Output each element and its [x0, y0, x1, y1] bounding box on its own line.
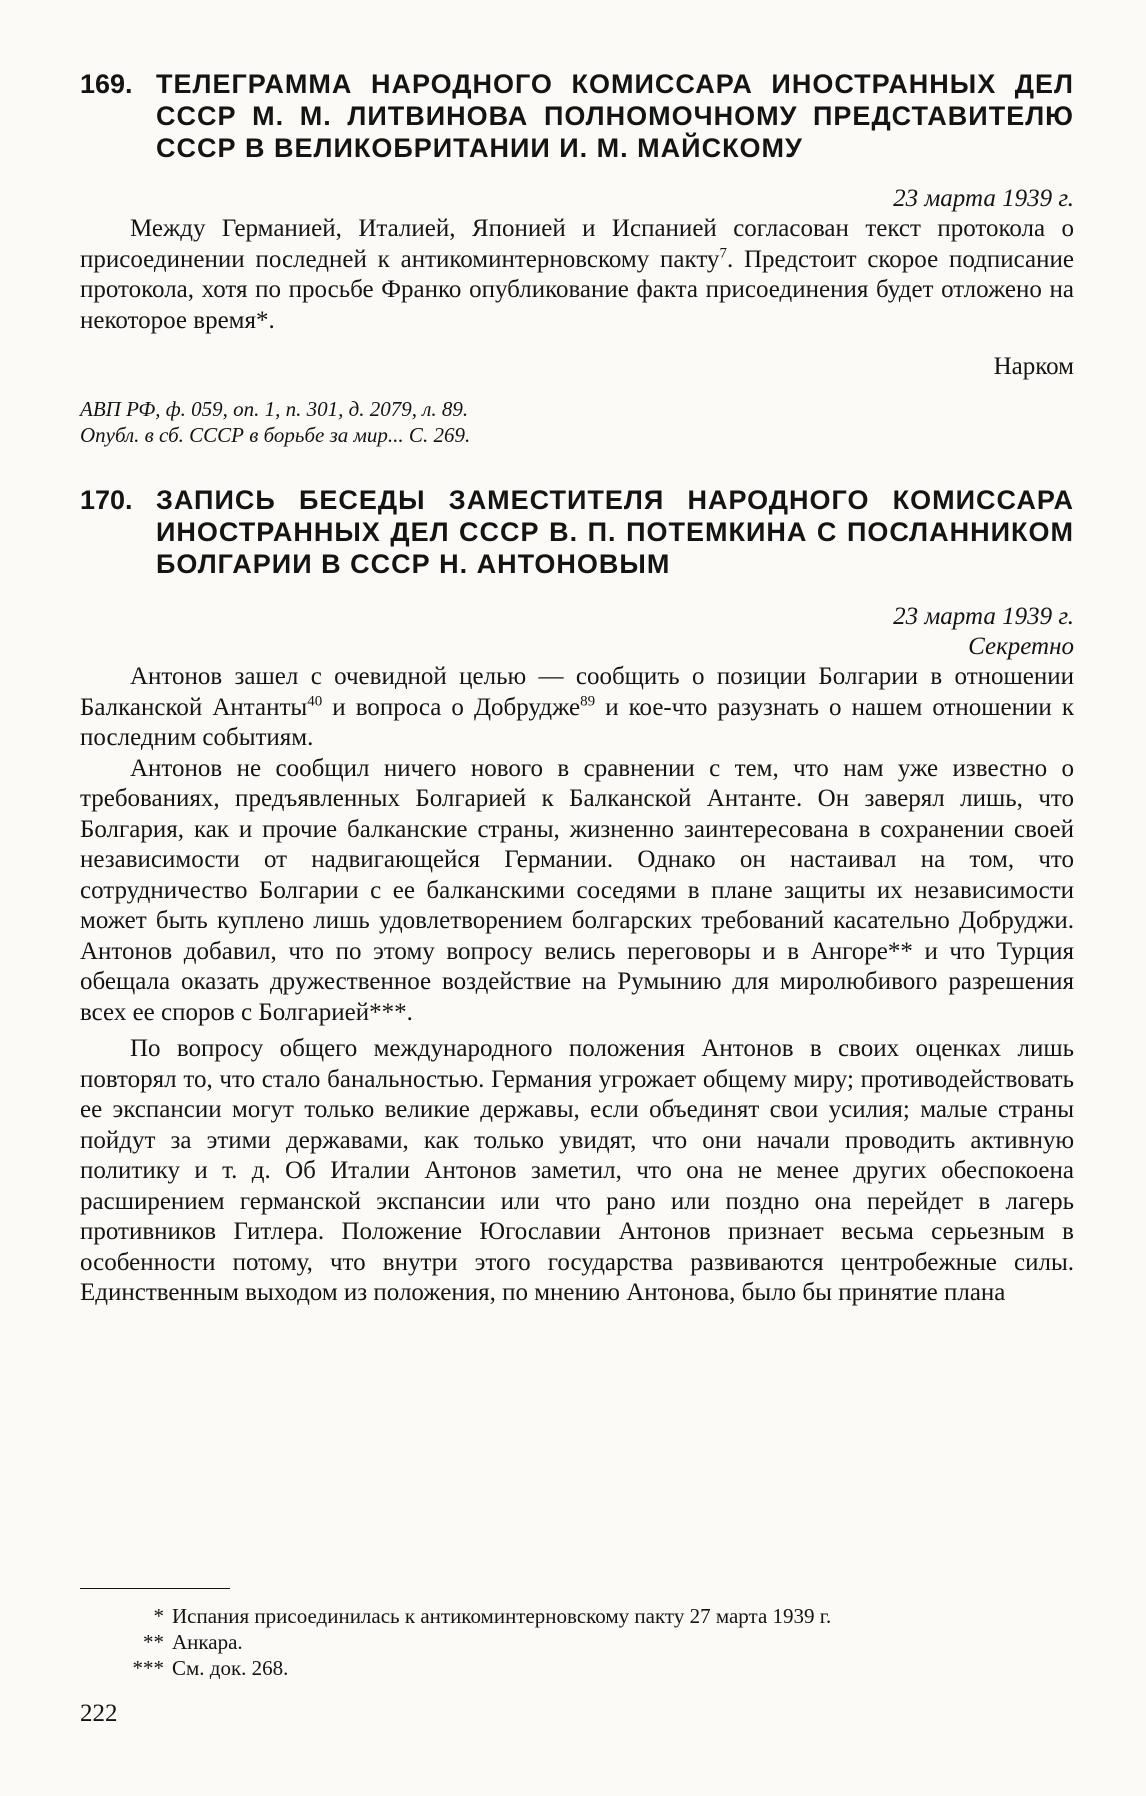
- footnote-text: См. док. 268.: [172, 1656, 289, 1680]
- footnote-mark: ***: [132, 1656, 164, 1680]
- doc-170-title: ЗАПИСЬ БЕСЕДЫ ЗАМЕСТИТЕЛЯ НАРОДНОГО КОМИССАРА ИНОСТРАННЫХ ДЕЛ СССР В. П. ПОТЕМКИНА С ПОСЛАННИКОМ БОЛГАРИИ В СССР Н. АНТОНОВЫМ: [156, 485, 1074, 579]
- doc-169-source-archive: АВП РФ, ф. 059, оп. 1, п. 301, д. 2079, л. 89.: [80, 397, 469, 421]
- doc-170-p1-text-c: и кое-что разузнать о нашем отношении к последним событиям.: [80, 693, 1075, 751]
- footnote-mark: **: [143, 1630, 164, 1654]
- doc-169-title: ТЕЛЕГРАММА НАРОДНОГО КОМИССАРА ИНОСТРАННЫХ ДЕЛ СССР М. М. ЛИТВИНОВА ПОЛНОМОЧНОМУ ПРЕДСТАВИТЕЛЮ СССР В ВЕЛИКОБРИТАНИИ И. М. МАЙСКОМУ: [156, 69, 1074, 163]
- page-number: 222: [80, 1700, 118, 1727]
- footnote-text: Испания присоединилась к антикоминтерновскому пакту 27 марта 1939 г.: [172, 1604, 832, 1628]
- doc-170-paragraph-3: По вопросу общего международного положения Антонов в своих оценках лишь повторял то, что стало банальностью. Германия угрожает общему миру; противодействовать ее экспансии могут только великие державы, если объединят свои усилия; малые страны пойдут за этими державами, как только увидят, что они начали проводить активную политику и т. д. Об Италии Антонов заметил, что она не менее других обеспокоена расширением германской экспансии или что рано или поздно она перейдет в лагерь противников Гитлера. Положение Югославии Антонов признает весьма серьезным в особенности потому, что внутри этого государства развиваются центробежные силы. Единственным выходом из положения, по мнению Антонова, было бы принятие плана: [80, 1035, 1074, 1306]
- doc-169-signature: Нарком: [993, 353, 1074, 380]
- footnote-text: Анкара.: [172, 1630, 243, 1654]
- footnotes: [80, 1588, 1074, 1681]
- footnote-mark: *: [153, 1604, 164, 1628]
- doc-169-body-text-b: . Предстоит скорое подписание протокола, хотя по просьбе Франко опубликование факта присоединения будет отложено на некоторое время*.: [80, 245, 1074, 334]
- doc-170-paragraph-2: Антонов не сообщил ничего нового в сравнении с тем, что нам уже известно о требованиях, предъявленных Болгарией к Балканской Антанте. Он заверял лишь, что Болгария, как и прочие балканские страны, жизненно заинтересована в сохранении своей независимости от надвигающейся Германии. Однако он настаивал на том, что сотрудничество Болгарии с ее балканскими соседями в плане защиты их независимости может быть куплено лишь удовлетворением болгарских требований касательно Добруджи. Антонов добавил, что по этому вопросу велись переговоры и в Ангоре** и что Турция обещала оказать дружественное воздействие на Румынию для миролюбивого разрешения всех ее споров с Болгарией***.: [80, 754, 1074, 1026]
- doc-169-note-ref: 7: [719, 245, 727, 262]
- doc-170-header: [80, 484, 1074, 580]
- doc-169-source-published: Опубл. в сб. СССР в борьбе за мир... С. 269.: [80, 423, 471, 447]
- footnote-divider: [80, 1588, 230, 1589]
- doc-170-p1-text-a: Антонов зашел с очевидной целью — сообщить о позиции Болгарии в отношении Балканской Антанты: [80, 663, 1074, 721]
- footnote: [80, 1655, 1074, 1681]
- doc-169-number: 169.: [80, 69, 133, 99]
- doc-169-header: [80, 68, 1074, 164]
- footnote: [80, 1603, 1074, 1629]
- doc-170-note-ref-40: 40: [307, 693, 323, 710]
- doc-170-number: 170.: [80, 485, 133, 515]
- doc-169-body: [80, 214, 1074, 336]
- doc-169-date: 23 марта 1939 г.: [893, 185, 1074, 212]
- doc-170-date: 23 марта 1939 г.: [893, 603, 1074, 630]
- doc-169-body-text-a: Между Германией, Италией, Японией и Испанией согласован текст протокола о присоединении последней к антикоминтерновскому пакту: [80, 215, 1074, 273]
- doc-170-classification: Секретно: [968, 633, 1074, 660]
- footnote: [80, 1629, 1074, 1655]
- doc-170-p1-text-b: и вопроса о Добрудже: [322, 693, 581, 721]
- doc-170-note-ref-89: 89: [580, 693, 596, 710]
- doc-170-paragraph-1: [80, 662, 1074, 754]
